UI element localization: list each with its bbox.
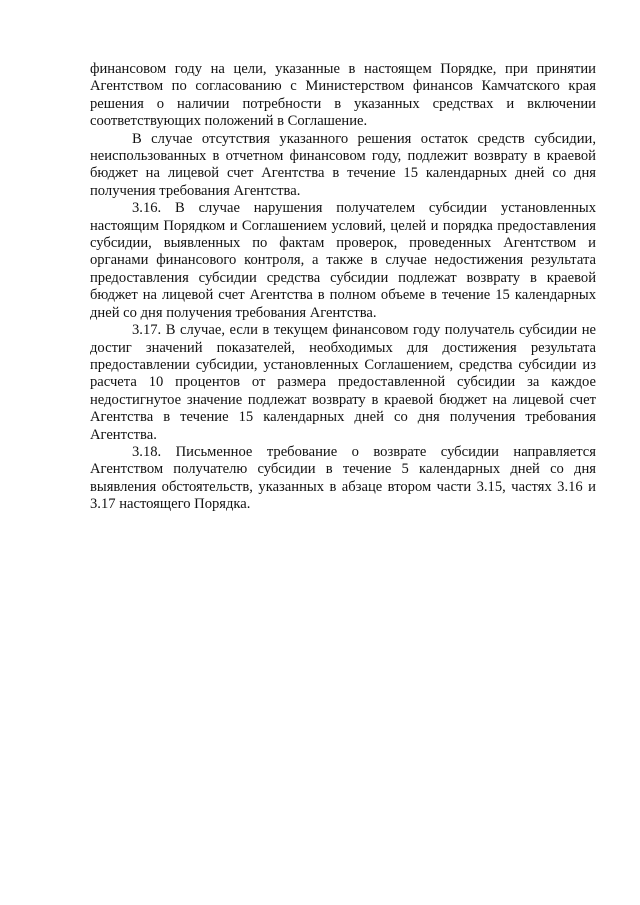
document-body (90, 61, 596, 514)
paragraph-3-16: 3.16. В случае нарушения получателем субсидии установленных настоящим Порядком и Соглашением условий, целей и порядка предоставления субсидии, выявленных по фактам проверок, проведенных Агентством и органами финансового контроля, а также в случае недостижения результата предоставления субсидии средства субсидии подлежат возврату в краевой бюджет на лицевой счет Агентства в полном объеме в течение 15 календарных дней со дня получения требования Агентства. (90, 200, 596, 321)
paragraph-no-decision: В случае отсутствия указанного решения остаток средств субсидии, неиспользованных в отчетном финансовом году, подлежит возврату в краевой бюджет на лицевой счет Агентства в течение 15 календарных дней со дня получения требования Агентства. (90, 130, 596, 199)
paragraph-continuation: финансовом году на цели, указанные в настоящем Порядке, при принятии Агентством по согласованию с Министерством финансов Камчатского края решения о наличии потребности в указанных средствах и включении соответствующих положений в Соглашение. (90, 61, 596, 130)
paragraph-3-17: 3.17. В случае, если в текущем финансовом году получатель субсидии не достиг значений показателей, необходимых для достижения результата предоставлении субсидии, установленных Соглашением, средства субсидии из расчета 10 процентов от размера предоставленной субсидии за каждое недостигнутое значение подлежат возврату в краевой бюджет на лицевой счет Агентства в течение 15 календарных дней со дня получения требования Агентства. (90, 322, 596, 443)
paragraph-3-18: 3.18. Письменное требование о возврате субсидии направляется Агентством получателю субсидии в течение 5 календарных дней со дня выявления обстоятельств, указанных в абзаце втором части 3.15, частях 3.16 и 3.17 настоящего Порядка. (90, 443, 596, 513)
